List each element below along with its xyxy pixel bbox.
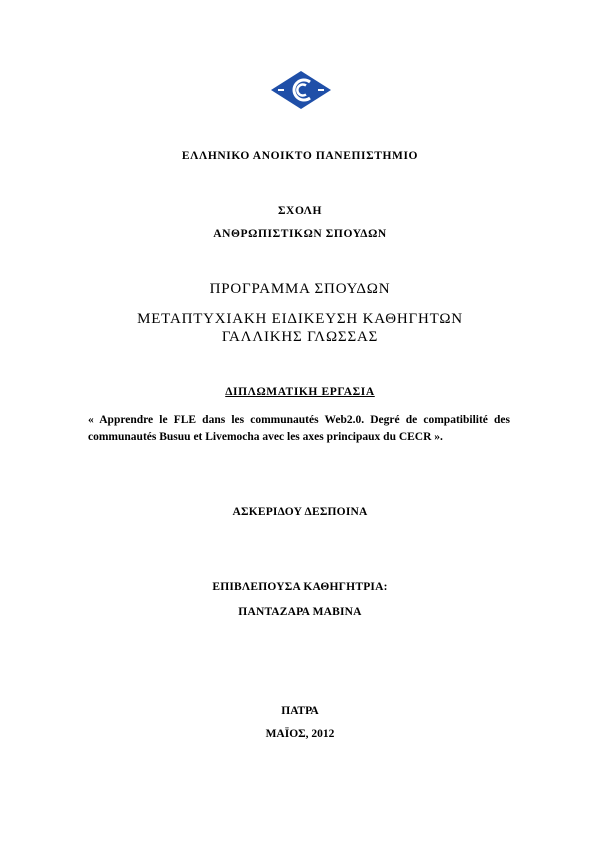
author-name: ΑΣΚΕΡΙΔΟΥ ΔΕΣΠΟΙΝΑ — [232, 506, 368, 518]
school-label: ΣΧΟΛΗ — [277, 205, 323, 217]
program-label: ΠΡΟΓΡΑΜΜΑ ΣΠΟΥΔΩΝ — [209, 281, 391, 297]
thesis-title-line-2: communautés Busuu et Livemocha avec les axes principaux du CECR ». — [88, 431, 443, 443]
university-logo-icon — [270, 70, 332, 110]
thesis-title — [88, 412, 510, 446]
city: ΠΑΤΡΑ — [281, 705, 319, 717]
school-name: ΑΝΘΡΩΠΙΣΤΙΚΩΝ ΣΠΟΥΔΩΝ — [213, 228, 387, 240]
supervisor-label: ΕΠΙΒΛΕΠΟΥΣΑ ΚΑΘΗΓΗΤΡΙΑ: — [212, 581, 388, 593]
university-name: ΕΛΛΗΝΙΚΟ ΑΝΟΙΚΤΟ ΠΑΝΕΠΙΣΤΗΜΙΟ — [181, 150, 419, 162]
thesis-label: ΔΙΠΛΩΜΑΤΙΚΗ ΕΡΓΑΣΙΑ — [225, 386, 375, 398]
program-line-2: ΓΑΛΛΙΚΗΣ ΓΛΩΣΣΑΣ — [221, 329, 379, 345]
thesis-title-line-1: « Apprendre le FLE dans les communautés Web2.0. Degré de compatibilité des — [88, 414, 510, 426]
supervisor-name: ΠΑΝΤΑΖΑΡΑ ΜΑΒΙΝΑ — [238, 606, 362, 618]
date: ΜΑΪΟΣ, 2012 — [265, 728, 335, 740]
program-line-1: ΜΕΤΑΠΤΥΧΙΑΚΗ ΕΙΔΙΚΕΥΣΗ ΚΑΘΗΓΗΤΩΝ — [137, 311, 463, 327]
